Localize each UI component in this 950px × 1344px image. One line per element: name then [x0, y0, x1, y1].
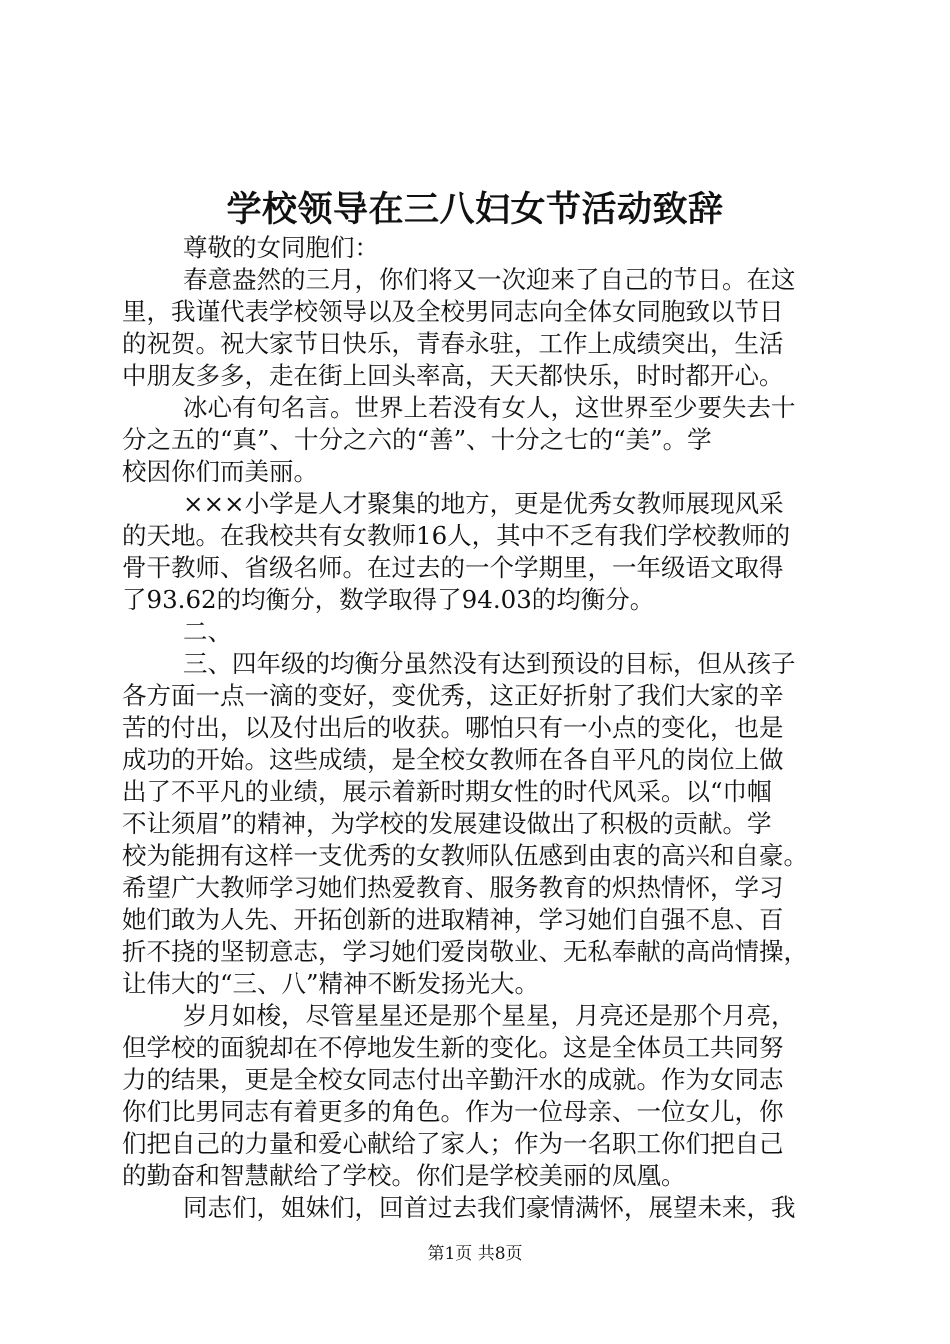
text-line: 骨干教师、省级名师。在过去的一个学期里，一年级语文取得	[122, 553, 784, 582]
text-line: 的天地。在我校共有女教师16人，其中不乏有我们学校教师的	[122, 521, 791, 550]
text-line: 里，我谨代表学校领导以及全校男同志向全体女同胞致以节日	[122, 297, 784, 326]
text-line: 二、	[183, 617, 232, 646]
text-line: 了93.62的均衡分，数学取得了94.03的均衡分。	[122, 585, 655, 614]
text-line: 岁月如梭，尽管星星还是那个星星，月亮还是那个月亮，	[183, 1001, 796, 1030]
text-line: 校为能拥有这样一支优秀的女教师队伍感到由衷的高兴和自豪。	[122, 841, 808, 870]
text-line: 苦的付出，以及付出后的收获。哪怕只有一小点的变化，也是	[122, 713, 784, 742]
text-line: 各方面一点一滴的变好，变优秀，这正好折射了我们大家的辛	[122, 681, 784, 710]
text-line: 但学校的面貌却在不停地发生新的变化。这是全体员工共同努	[122, 1033, 784, 1062]
text-line: 折不挠的坚韧意志，学习她们爱岗敬业、无私奉献的高尚情操，	[122, 937, 808, 966]
text-line: 同志们，姐妹们，回首过去我们豪情满怀，展望未来，我	[183, 1193, 796, 1222]
text-line: 们把自己的力量和爱心献给了家人；作为一名职工你们把自己	[122, 1129, 784, 1158]
document-title: 学校领导在三八妇女节活动致辞	[226, 189, 724, 230]
text-line: 分之五的“真”、十分之六的“善”、十分之七的“美”。学	[122, 425, 712, 454]
text-line: 不让须眉”的精神，为学校的发展建设做出了积极的贡献。学	[122, 809, 772, 838]
text-line: 校因你们而美丽。	[122, 457, 318, 486]
page-footer: 第1页 共8页	[427, 1244, 523, 1264]
text-line: 力的结果，更是全校女同志付出辛勤汗水的成就。作为女同志	[122, 1065, 784, 1094]
text-line: ×××小学是人才聚集的地方，更是优秀女教师展现风采	[183, 489, 784, 518]
text-line: 冰心有句名言。世界上若没有女人，这世界至少要失去十	[183, 393, 796, 422]
document-body	[122, 232, 832, 1224]
text-line: 你们比男同志有着更多的角色。作为一位母亲、一位女儿，你	[122, 1097, 784, 1126]
text-line: 她们敢为人先、开拓创新的进取精神，学习她们自强不息、百	[122, 905, 784, 934]
text-line: 的勤奋和智慧献给了学校。你们是学校美丽的凤凰。	[122, 1161, 686, 1190]
text-line: 出了不平凡的业绩，展示着新时期女性的时代风采。以“巾帼	[122, 777, 772, 806]
text-line: 中朋友多多，走在街上回头率高，天天都快乐，时时都开心。	[122, 361, 784, 390]
text-line: 的祝贺。祝大家节日快乐，青春永驻，工作上成绩突出，生活	[122, 329, 784, 358]
text-line: 希望广大教师学习她们热爱教育、服务教育的炽热情怀，学习	[122, 873, 784, 902]
text-line: 尊敬的女同胞们：	[183, 233, 379, 262]
text-line: 三、四年级的均衡分虽然没有达到预设的目标，但从孩子	[183, 649, 796, 678]
text-line: 春意盎然的三月，你们将又一次迎来了自己的节日。在这	[183, 265, 796, 294]
text-line: 成功的开始。这些成绩，是全校女教师在各自平凡的岗位上做	[122, 745, 784, 774]
text-line: 让伟大的“三、八”精神不断发扬光大。	[122, 969, 540, 998]
